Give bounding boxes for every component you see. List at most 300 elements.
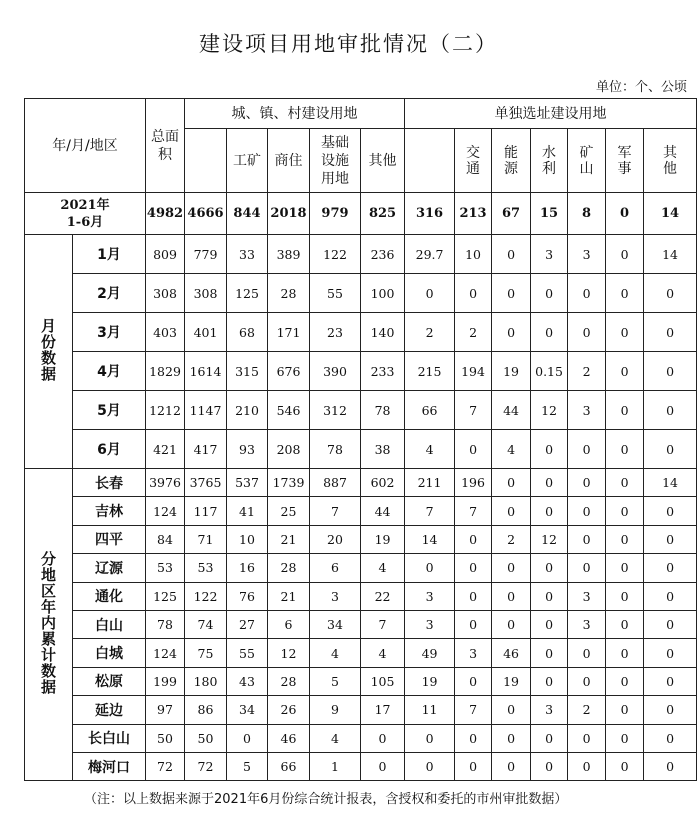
value-cell: 0 — [568, 497, 606, 525]
value-cell: 3 — [405, 582, 455, 610]
value-cell: 0 — [644, 554, 697, 582]
value-cell: 122 — [185, 582, 227, 610]
value-cell: 9 — [310, 696, 361, 724]
value-cell: 887 — [310, 469, 361, 497]
table-row — [25, 391, 697, 430]
value-cell: 100 — [361, 274, 405, 313]
value-cell: 546 — [268, 391, 310, 430]
value-cell: 3 — [568, 582, 606, 610]
value-cell: 0 — [531, 554, 568, 582]
value-cell: 421 — [146, 430, 185, 469]
table-row — [25, 352, 697, 391]
value-cell: 0 — [531, 430, 568, 469]
value-cell: 0 — [531, 582, 568, 610]
value-cell: 0 — [531, 667, 568, 695]
table-row — [25, 582, 697, 610]
value-cell: 76 — [227, 582, 268, 610]
header-single-group: 单独选址建设用地 — [405, 99, 697, 129]
value-cell: 315 — [227, 352, 268, 391]
value-cell: 2 — [405, 313, 455, 352]
value-cell: 140 — [361, 313, 405, 352]
value-cell: 0 — [644, 430, 697, 469]
value-cell: 29.7 — [405, 235, 455, 274]
value-cell: 4 — [310, 724, 361, 752]
value-cell: 16 — [227, 554, 268, 582]
header-single-energy-text: 能源 — [504, 144, 519, 177]
value-cell: 10 — [455, 235, 492, 274]
value-cell: 33 — [227, 235, 268, 274]
value-cell: 0 — [606, 235, 644, 274]
value-cell: 55 — [310, 274, 361, 313]
page-title: 建设项目用地审批情况（二） — [199, 32, 498, 56]
value-cell: 0.15 — [531, 352, 568, 391]
value-cell: 0 — [606, 554, 644, 582]
value-cell: 233 — [361, 352, 405, 391]
row-label: 延边 — [73, 696, 146, 724]
value-cell: 0 — [531, 752, 568, 780]
value-cell: 0 — [568, 724, 606, 752]
value-cell: 72 — [146, 752, 185, 780]
value-cell: 0 — [455, 554, 492, 582]
value-cell: 0 — [531, 313, 568, 352]
row-label: 5月 — [73, 391, 146, 430]
header-single-water — [531, 129, 568, 193]
total-row — [25, 193, 697, 235]
value-cell: 0 — [531, 274, 568, 313]
value-cell: 0 — [606, 667, 644, 695]
value-cell: 4 — [492, 430, 531, 469]
value-cell: 417 — [185, 430, 227, 469]
header-single-transport-text: 交通 — [466, 144, 481, 177]
value-cell: 0 — [644, 391, 697, 430]
value-cell: 0 — [644, 724, 697, 752]
row-label: 白山 — [73, 610, 146, 638]
group-label: 分地区年内累计数据 — [39, 550, 57, 695]
header-total-area-text: 总面积 — [151, 128, 179, 163]
table-row — [25, 752, 697, 780]
value-cell: 21 — [268, 525, 310, 553]
value-cell: 34 — [227, 696, 268, 724]
row-label: 吉林 — [73, 497, 146, 525]
value-cell: 3 — [568, 235, 606, 274]
header-single-water-text: 水利 — [542, 144, 557, 177]
value-cell: 389 — [268, 235, 310, 274]
value-cell: 0 — [644, 313, 697, 352]
value-cell: 2 — [492, 525, 531, 553]
value-cell: 10 — [227, 525, 268, 553]
value-cell: 0 — [644, 667, 697, 695]
value-cell: 53 — [185, 554, 227, 582]
value-cell: 0 — [455, 610, 492, 638]
value-cell: 0 — [606, 352, 644, 391]
value-cell: 71 — [185, 525, 227, 553]
value-cell: 78 — [310, 430, 361, 469]
value-cell: 44 — [492, 391, 531, 430]
header-single-blank — [405, 129, 455, 193]
value-cell: 0 — [606, 525, 644, 553]
value-cell: 0 — [644, 639, 697, 667]
table-row — [25, 639, 697, 667]
value-cell: 0 — [606, 610, 644, 638]
value-cell: 0 — [492, 235, 531, 274]
total-cell: 4666 — [185, 193, 227, 235]
value-cell: 46 — [268, 724, 310, 752]
row-label: 梅河口 — [73, 752, 146, 780]
value-cell: 0 — [455, 430, 492, 469]
value-cell: 5 — [227, 752, 268, 780]
value-cell: 0 — [405, 752, 455, 780]
value-cell: 0 — [492, 554, 531, 582]
value-cell: 28 — [268, 554, 310, 582]
value-cell: 78 — [361, 391, 405, 430]
header-urban-group: 城、镇、村建设用地 — [185, 99, 405, 129]
value-cell: 0 — [606, 696, 644, 724]
table-row — [25, 696, 697, 724]
header-urban-blank — [185, 129, 227, 193]
value-cell: 12 — [268, 639, 310, 667]
header-single-other — [644, 129, 697, 193]
value-cell: 0 — [606, 752, 644, 780]
table-row — [25, 430, 697, 469]
land-approval-table — [24, 98, 697, 781]
value-cell: 0 — [568, 752, 606, 780]
value-cell: 1147 — [185, 391, 227, 430]
total-cell: 14 — [644, 193, 697, 235]
value-cell: 0 — [227, 724, 268, 752]
table-row — [25, 610, 697, 638]
value-cell: 55 — [227, 639, 268, 667]
table-row — [25, 313, 697, 352]
header-single-military-text: 军事 — [617, 144, 632, 177]
row-label: 松原 — [73, 667, 146, 695]
value-cell: 403 — [146, 313, 185, 352]
value-cell: 0 — [568, 667, 606, 695]
value-cell: 208 — [268, 430, 310, 469]
value-cell: 0 — [405, 554, 455, 582]
header-single-military — [606, 129, 644, 193]
value-cell: 20 — [310, 525, 361, 553]
value-cell: 0 — [455, 274, 492, 313]
value-cell: 38 — [361, 430, 405, 469]
value-cell: 0 — [492, 582, 531, 610]
row-label: 通化 — [73, 582, 146, 610]
value-cell: 0 — [531, 639, 568, 667]
value-cell: 0 — [492, 274, 531, 313]
value-cell: 68 — [227, 313, 268, 352]
row-label: 辽源 — [73, 554, 146, 582]
table-row — [25, 724, 697, 752]
value-cell: 84 — [146, 525, 185, 553]
total-cell: 8 — [568, 193, 606, 235]
value-cell: 0 — [568, 639, 606, 667]
value-cell: 117 — [185, 497, 227, 525]
value-cell: 0 — [405, 274, 455, 313]
value-cell: 779 — [185, 235, 227, 274]
footnote: （注：以上数据来源于2021年6月份综合统计报表，含授权和委托的市州审批数据） — [84, 792, 568, 807]
value-cell: 124 — [146, 639, 185, 667]
value-cell: 41 — [227, 497, 268, 525]
value-cell: 14 — [644, 469, 697, 497]
row-label: 6月 — [73, 430, 146, 469]
value-cell: 308 — [146, 274, 185, 313]
row-label: 长白山 — [73, 724, 146, 752]
header-single-mine — [568, 129, 606, 193]
table-row — [25, 274, 697, 313]
value-cell: 210 — [227, 391, 268, 430]
value-cell: 0 — [455, 582, 492, 610]
value-cell: 0 — [492, 724, 531, 752]
value-cell: 22 — [361, 582, 405, 610]
value-cell: 211 — [405, 469, 455, 497]
value-cell: 676 — [268, 352, 310, 391]
value-cell: 74 — [185, 610, 227, 638]
value-cell: 3 — [405, 610, 455, 638]
value-cell: 171 — [268, 313, 310, 352]
value-cell: 3 — [568, 391, 606, 430]
value-cell: 11 — [405, 696, 455, 724]
value-cell: 0 — [405, 724, 455, 752]
value-cell: 7 — [310, 497, 361, 525]
value-cell: 49 — [405, 639, 455, 667]
value-cell: 3 — [531, 696, 568, 724]
value-cell: 43 — [227, 667, 268, 695]
header-urban-infrastructure-text: 基础设施用地 — [321, 134, 349, 187]
value-cell: 4 — [310, 639, 361, 667]
header-urban-mining: 工矿 — [227, 129, 268, 193]
header-urban-infrastructure — [310, 129, 361, 193]
total-row-label-text: 2021年1-6月 — [60, 197, 110, 230]
value-cell: 28 — [268, 667, 310, 695]
value-cell: 0 — [606, 497, 644, 525]
value-cell: 0 — [492, 313, 531, 352]
value-cell: 602 — [361, 469, 405, 497]
value-cell: 196 — [455, 469, 492, 497]
value-cell: 4 — [361, 554, 405, 582]
header-urban-other: 其他 — [361, 129, 405, 193]
value-cell: 6 — [268, 610, 310, 638]
value-cell: 72 — [185, 752, 227, 780]
value-cell: 0 — [568, 469, 606, 497]
value-cell: 312 — [310, 391, 361, 430]
value-cell: 1614 — [185, 352, 227, 391]
value-cell: 3976 — [146, 469, 185, 497]
value-cell: 0 — [606, 724, 644, 752]
value-cell: 3 — [568, 610, 606, 638]
value-cell: 0 — [492, 610, 531, 638]
header-single-other-text: 其他 — [663, 144, 678, 177]
value-cell: 21 — [268, 582, 310, 610]
value-cell: 12 — [531, 525, 568, 553]
value-cell: 3 — [455, 639, 492, 667]
row-label: 3月 — [73, 313, 146, 352]
value-cell: 537 — [227, 469, 268, 497]
value-cell: 0 — [606, 391, 644, 430]
value-cell: 14 — [644, 235, 697, 274]
value-cell: 236 — [361, 235, 405, 274]
value-cell: 75 — [185, 639, 227, 667]
value-cell: 180 — [185, 667, 227, 695]
value-cell: 0 — [644, 352, 697, 391]
value-cell: 66 — [405, 391, 455, 430]
value-cell: 0 — [492, 752, 531, 780]
total-cell: 844 — [227, 193, 268, 235]
total-cell: 316 — [405, 193, 455, 235]
value-cell: 7 — [405, 497, 455, 525]
value-cell: 0 — [568, 313, 606, 352]
value-cell: 7 — [455, 696, 492, 724]
value-cell: 5 — [310, 667, 361, 695]
value-cell: 0 — [531, 469, 568, 497]
value-cell: 0 — [644, 497, 697, 525]
row-label: 1月 — [73, 235, 146, 274]
value-cell: 0 — [606, 274, 644, 313]
group-label: 月份数据 — [39, 317, 57, 382]
value-cell: 34 — [310, 610, 361, 638]
value-cell: 0 — [568, 430, 606, 469]
value-cell: 1212 — [146, 391, 185, 430]
value-cell: 124 — [146, 497, 185, 525]
value-cell: 1829 — [146, 352, 185, 391]
group-label-cell — [25, 469, 73, 781]
value-cell: 93 — [227, 430, 268, 469]
value-cell: 0 — [606, 430, 644, 469]
value-cell: 19 — [492, 667, 531, 695]
row-label: 长春 — [73, 469, 146, 497]
table-row — [25, 554, 697, 582]
value-cell: 6 — [310, 554, 361, 582]
row-label: 四平 — [73, 525, 146, 553]
value-cell: 0 — [644, 525, 697, 553]
value-cell: 7 — [455, 497, 492, 525]
value-cell: 26 — [268, 696, 310, 724]
value-cell: 17 — [361, 696, 405, 724]
value-cell: 308 — [185, 274, 227, 313]
header-region: 年/月/地区 — [25, 99, 146, 193]
header-single-mine-text: 矿山 — [579, 144, 594, 177]
value-cell: 12 — [531, 391, 568, 430]
value-cell: 0 — [644, 696, 697, 724]
value-cell: 1739 — [268, 469, 310, 497]
value-cell: 78 — [146, 610, 185, 638]
value-cell: 0 — [455, 724, 492, 752]
unit-label: 单位：个、公顷 — [595, 80, 687, 95]
value-cell: 3 — [310, 582, 361, 610]
value-cell: 0 — [492, 469, 531, 497]
value-cell: 53 — [146, 554, 185, 582]
value-cell: 23 — [310, 313, 361, 352]
header-single-energy — [492, 129, 531, 193]
value-cell: 0 — [531, 497, 568, 525]
value-cell: 390 — [310, 352, 361, 391]
value-cell: 4 — [405, 430, 455, 469]
value-cell: 7 — [455, 391, 492, 430]
value-cell: 0 — [492, 696, 531, 724]
total-cell: 4982 — [146, 193, 185, 235]
value-cell: 0 — [492, 497, 531, 525]
header-total-area — [146, 99, 185, 193]
value-cell: 0 — [644, 582, 697, 610]
total-cell: 67 — [492, 193, 531, 235]
value-cell: 0 — [606, 582, 644, 610]
value-cell: 44 — [361, 497, 405, 525]
value-cell: 401 — [185, 313, 227, 352]
value-cell: 0 — [644, 752, 697, 780]
value-cell: 50 — [146, 724, 185, 752]
value-cell: 105 — [361, 667, 405, 695]
total-cell: 15 — [531, 193, 568, 235]
value-cell: 2 — [568, 696, 606, 724]
table-row — [25, 497, 697, 525]
value-cell: 28 — [268, 274, 310, 313]
value-cell: 194 — [455, 352, 492, 391]
value-cell: 97 — [146, 696, 185, 724]
value-cell: 0 — [455, 525, 492, 553]
value-cell: 19 — [361, 525, 405, 553]
value-cell: 2 — [455, 313, 492, 352]
value-cell: 122 — [310, 235, 361, 274]
value-cell: 19 — [492, 352, 531, 391]
value-cell: 125 — [146, 582, 185, 610]
value-cell: 0 — [606, 469, 644, 497]
header-urban-commercial: 商住 — [268, 129, 310, 193]
table-row — [25, 235, 697, 274]
row-label: 4月 — [73, 352, 146, 391]
value-cell: 125 — [227, 274, 268, 313]
value-cell: 215 — [405, 352, 455, 391]
value-cell: 66 — [268, 752, 310, 780]
value-cell: 0 — [361, 752, 405, 780]
value-cell: 19 — [405, 667, 455, 695]
value-cell: 0 — [455, 667, 492, 695]
value-cell: 2 — [568, 352, 606, 391]
table-row — [25, 469, 697, 497]
total-row-label — [25, 193, 146, 235]
total-cell: 979 — [310, 193, 361, 235]
group-label-cell — [25, 235, 73, 469]
table-row — [25, 525, 697, 553]
total-cell: 825 — [361, 193, 405, 235]
value-cell: 27 — [227, 610, 268, 638]
value-cell: 0 — [568, 274, 606, 313]
value-cell: 0 — [531, 610, 568, 638]
value-cell: 199 — [146, 667, 185, 695]
value-cell: 0 — [361, 724, 405, 752]
row-label: 2月 — [73, 274, 146, 313]
total-cell: 2018 — [268, 193, 310, 235]
value-cell: 809 — [146, 235, 185, 274]
value-cell: 7 — [361, 610, 405, 638]
value-cell: 0 — [606, 313, 644, 352]
value-cell: 50 — [185, 724, 227, 752]
value-cell: 86 — [185, 696, 227, 724]
value-cell: 46 — [492, 639, 531, 667]
value-cell: 0 — [644, 610, 697, 638]
table-row — [25, 667, 697, 695]
total-cell: 0 — [606, 193, 644, 235]
value-cell: 0 — [606, 639, 644, 667]
value-cell: 1 — [310, 752, 361, 780]
value-cell: 3 — [531, 235, 568, 274]
value-cell: 0 — [644, 274, 697, 313]
value-cell: 0 — [568, 525, 606, 553]
value-cell: 0 — [568, 554, 606, 582]
value-cell: 4 — [361, 639, 405, 667]
row-label: 白城 — [73, 639, 146, 667]
value-cell: 25 — [268, 497, 310, 525]
value-cell: 0 — [531, 724, 568, 752]
value-cell: 14 — [405, 525, 455, 553]
value-cell: 0 — [455, 752, 492, 780]
